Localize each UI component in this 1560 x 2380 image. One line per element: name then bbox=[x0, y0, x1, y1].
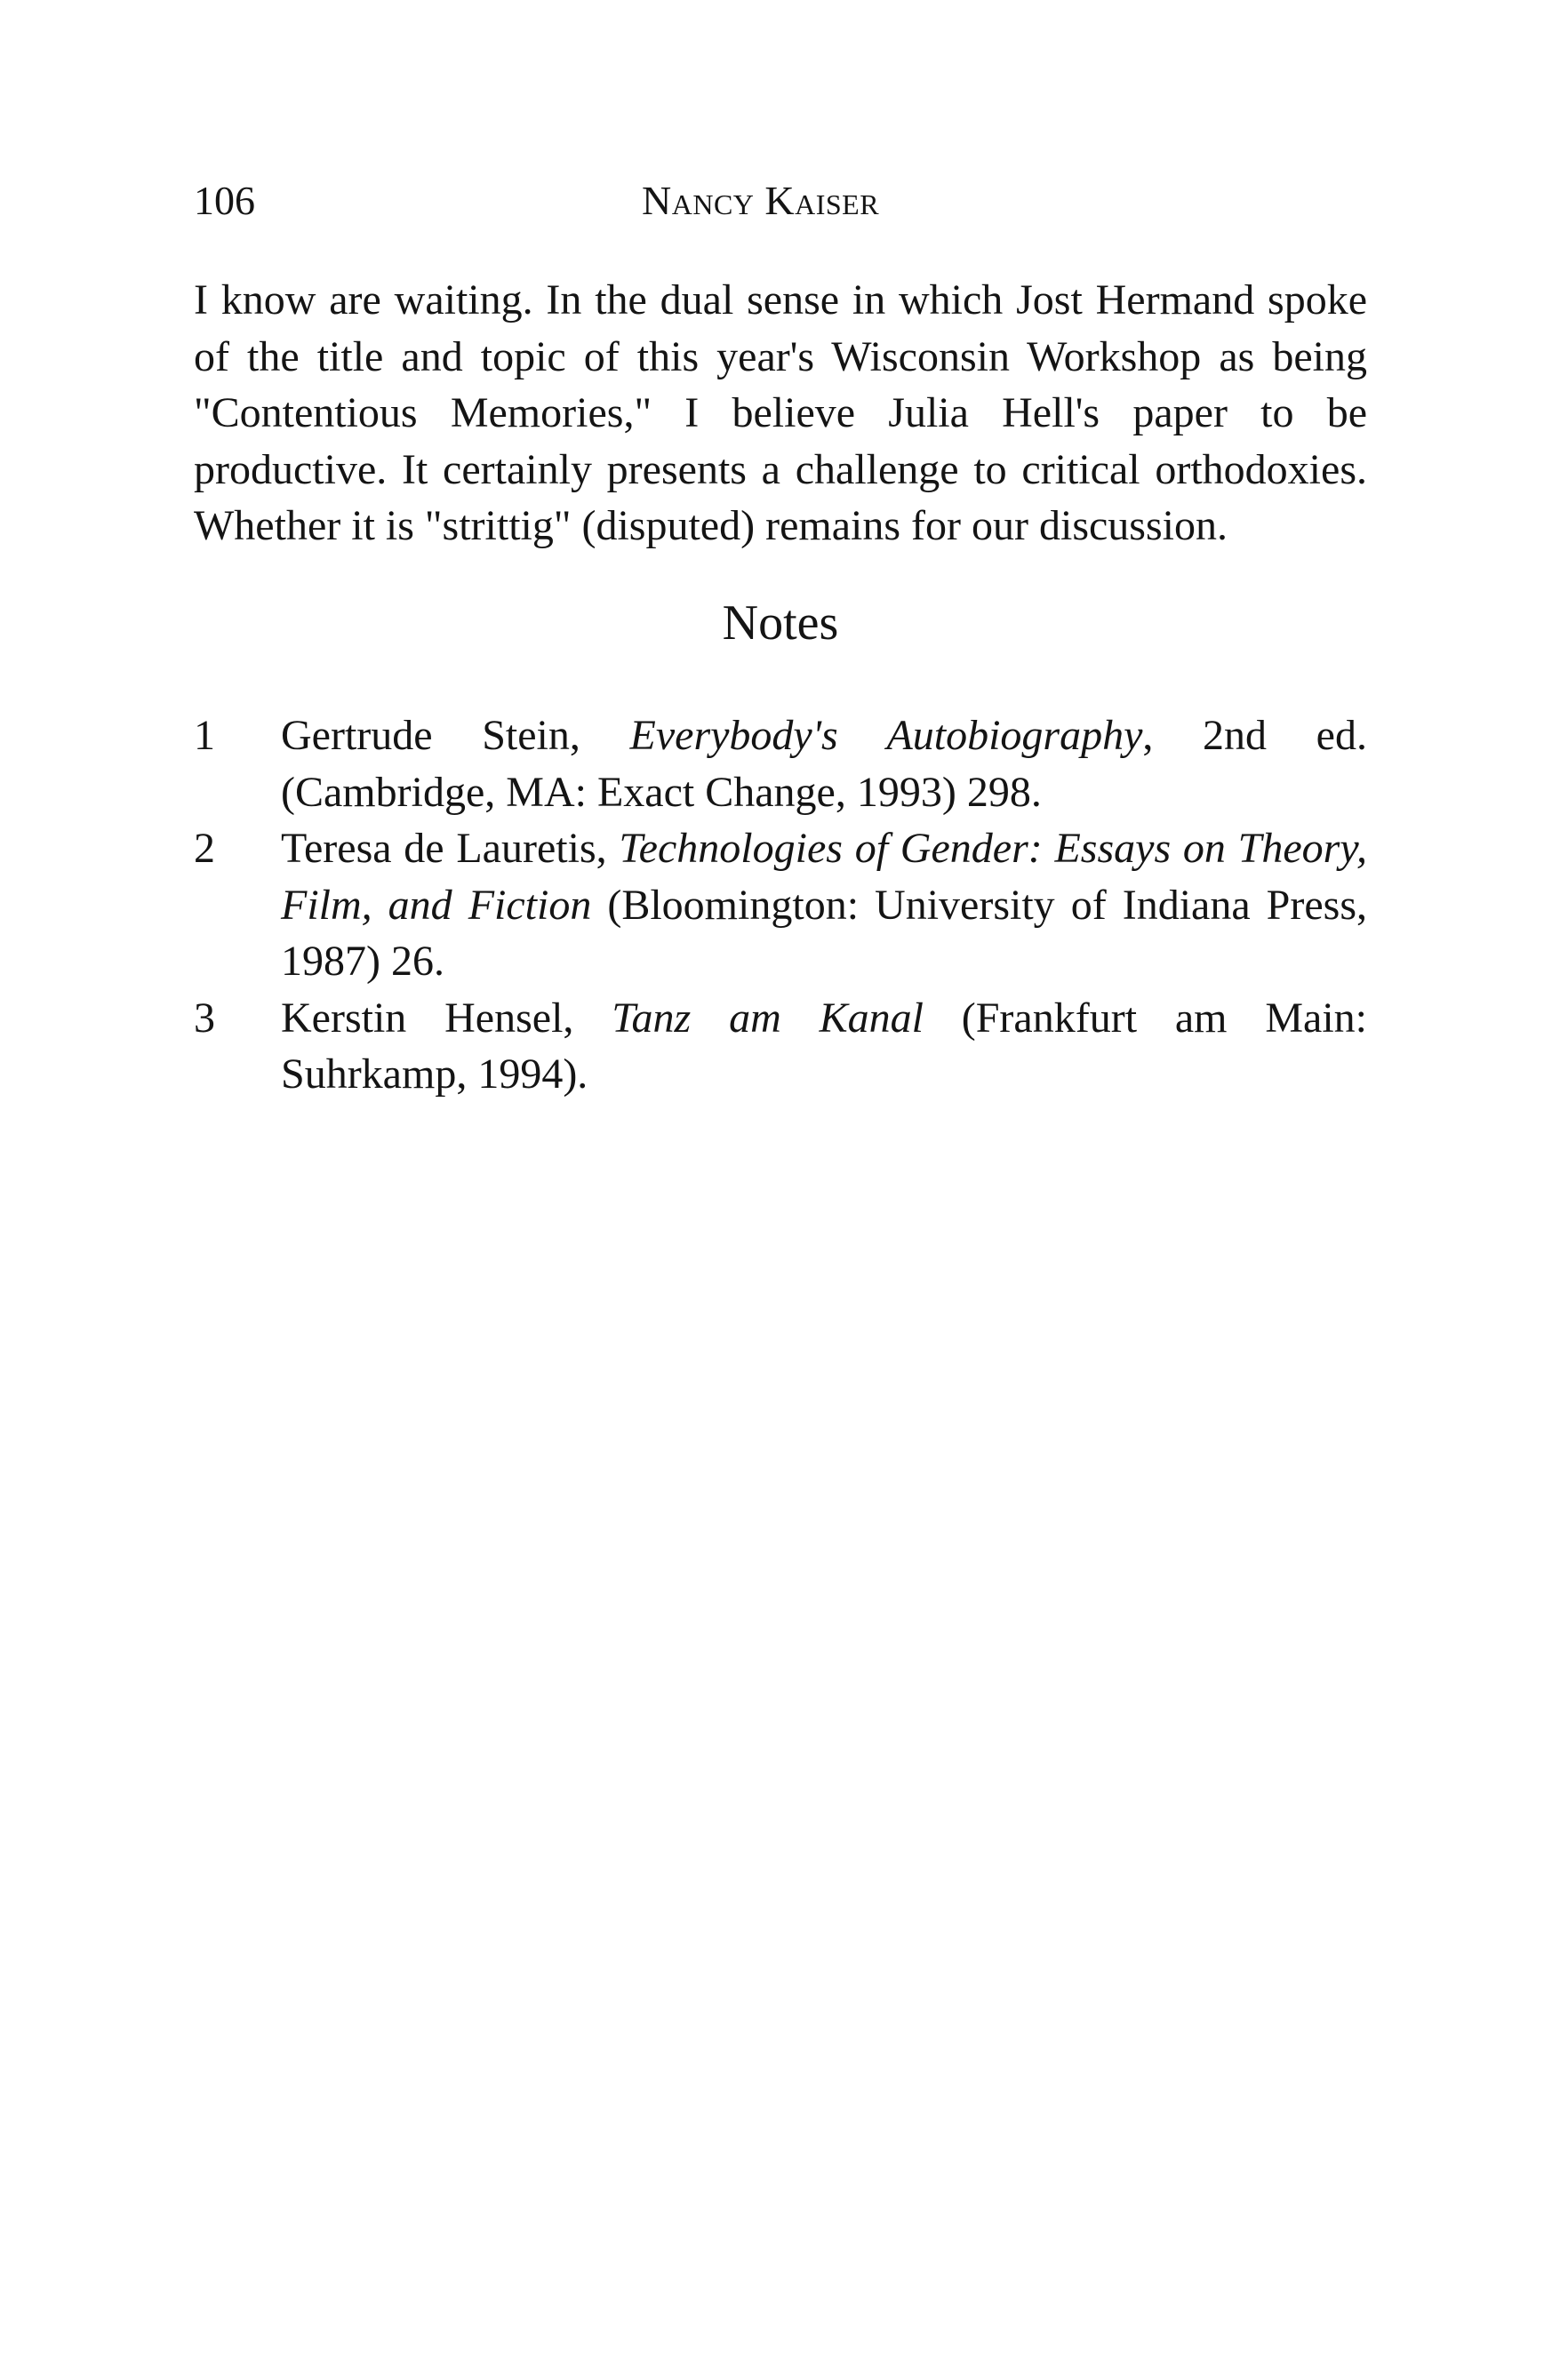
note-number: 2 bbox=[194, 825, 215, 872]
note-number: 1 bbox=[194, 712, 215, 759]
note-title: Technologies of Gender: Essays on Theory, Film, and Fiction bbox=[281, 825, 1367, 929]
note-citation: , 2nd ed. (Cambridge, MA: Exact Change, 1993) 298. bbox=[281, 712, 1367, 816]
note-3 bbox=[194, 990, 1367, 1103]
page-number: 106 bbox=[194, 178, 255, 223]
running-header bbox=[194, 176, 1367, 229]
note-1 bbox=[194, 707, 1367, 820]
note-author: Teresa de Lauretis, bbox=[281, 825, 620, 872]
notes-heading: Notes bbox=[722, 595, 839, 651]
body-paragraph: I know are waiting. In the dual sense in which Jost Hermand spoke of the title and topic of this year's Wisconsin Workshop as being "Contentious Memories," I believe Julia Hell's paper to be productive. It certainly presents a challenge to critical orthodoxies. Whether it is "strittig" (disputed) remains for our discussion. bbox=[194, 276, 1367, 549]
note-title: Everybody's Autobiography bbox=[629, 712, 1143, 759]
note-text bbox=[281, 820, 1367, 990]
note-author: Gertrude Stein, bbox=[281, 712, 630, 759]
note-text bbox=[281, 990, 1367, 1103]
note-citation: (Bloomington: University of Indiana Press, 1987) 26. bbox=[281, 881, 1367, 985]
note-text bbox=[281, 707, 1367, 820]
note-citation: (Frankfurt am Main: Suhrkamp, 1994). bbox=[281, 994, 1367, 1098]
notes-list bbox=[194, 707, 1367, 1103]
note-author: Kerstin Hensel, bbox=[281, 994, 612, 1042]
running-title: Nancy Kaiser bbox=[642, 178, 880, 223]
note-number: 3 bbox=[194, 994, 215, 1042]
note-title: Tanz am Kanal bbox=[612, 994, 924, 1042]
note-2 bbox=[194, 820, 1367, 990]
